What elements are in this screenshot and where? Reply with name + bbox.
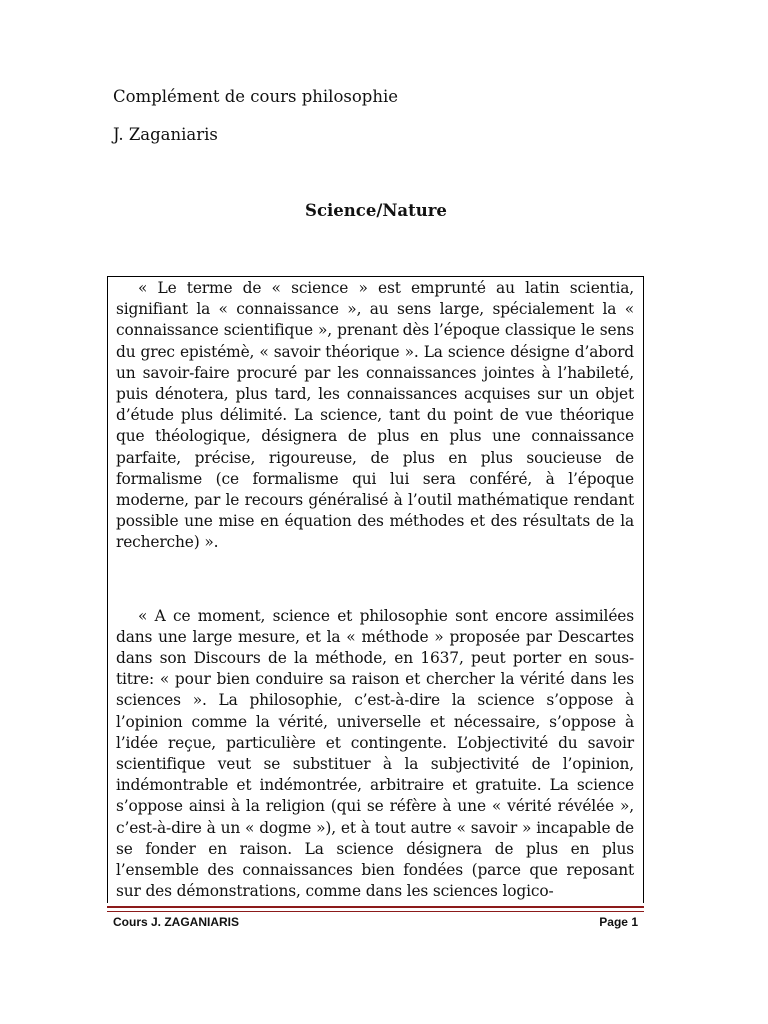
document-heading: Science/Nature xyxy=(305,201,447,220)
quotation-box xyxy=(107,276,644,903)
footer-page-number: Page 1 xyxy=(599,915,638,929)
author-name: J. Zaganiaris xyxy=(113,125,218,144)
footer-course-label: Cours J. ZAGANIARIS xyxy=(113,915,240,929)
paragraph-science-definition: « Le terme de « science » est emprunté au latin scientia, signifiant la « connaissance », au sens large, spécialement la « connaissance scientifique », prenant dès l’époque classique le sens du grec epistémè, « savoir théorique ». La science désigne d’abord un savoir-faire procuré par les connaissances jointes à l’habileté, puis dénotera, plus tard, les connaissances acquises sur un objet d’étude plus délimité. La science, tant du point de vue théorique que théologique, désignera de plus en plus une connaissance parfaite, précise, rigoureuse, de plus en plus soucieuse de formalisme (ce formalisme qui lui sera conféré, à l’époque moderne, par le recours généralisé à l’outil mathématique rendant possible une mise en équation des méthodes et des résultats de la recherche) ». xyxy=(116,279,634,552)
footer-rule-thin xyxy=(107,911,644,912)
paragraph-spacer xyxy=(116,554,634,606)
course-title: Complément de cours philosophie xyxy=(113,87,399,106)
footer-rule xyxy=(107,906,644,908)
paragraph-science-philosophy: « A ce moment, science et philosophie sont encore assimilées dans une large mesure, et la « méthode » proposée par Descartes dans son Discours de la méthode, en 1637, peut porter en sous-titre: « pour bien conduire sa raison et chercher la vérité dans les sciences ». La philosophie, c’est-à-dire la science s’oppose à l’opinion comme la vérité, universelle et nécessaire, s’oppose à l’idée reçue, particulière et contingente. L’objectivité du savoir scientifique veut se substituer à la subjectivité de l’opinion, indémontrable et indémontrée, arbitraire et gratuite. La science s’oppose ainsi à la religion (qui se réfère à une « vérité révélée », c’est-à-dire à un « dogme »), et à tout autre « savoir » incapable de se fonder en raison. La science désignera de plus en plus l’ensemble des connaissances bien fondées (parce que reposant sur des démonstrations, comme dans les sciences logico- xyxy=(116,606,634,901)
